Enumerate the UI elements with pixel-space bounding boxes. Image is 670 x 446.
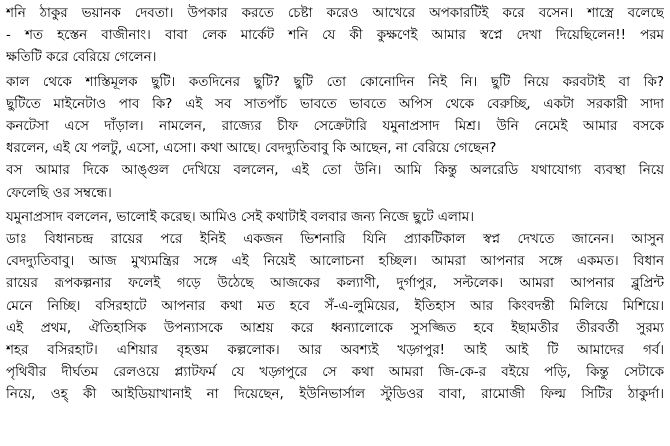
text-line: যমুনাপ্রসাদ বললেন, ভালোই করেছ। আমিও সেই কথাটাই বলবার জন্য নিজে ছুটে এলাম। bbox=[6, 209, 475, 225]
text-line: ছুটিতে মাইনেটাও পাব কি? এই সব সাতপাঁচ ভাবতে ভাবতে অপিস থেকে বেরুচ্ছি, একটা সরকারী সাদা bbox=[6, 96, 664, 112]
paragraph-5 bbox=[6, 229, 664, 407]
text-line: ক্ষতিটি করে বেরিয়ে গেলেন। bbox=[6, 50, 157, 66]
paragraph-2 bbox=[6, 72, 664, 161]
text-line: শনি ঠাকুর ভয়ানক দেবতা। উপকার করতে চেষ্টা করেও আখেরে অপকারটিই করে বসেন। শাস্ত্রে বলেছে bbox=[6, 6, 664, 21]
paragraph-1 bbox=[6, 3, 664, 70]
text-line: মেনে নিচ্ছি। বসিরহাটে আপনার কথা মত হবে সঁ-এ-লুমিয়ের, ইতিহাস আর কিংবদন্তী মিলিয়ে মিশিয়ে। bbox=[6, 298, 664, 314]
text-line: নিয়ে, ওহ্ কী আইডিয়াখানাই না দিয়েছেন, ইউনিভার্সাল স্টুডিওর বাবা, রামোজী ফিল্ম সিটির ঠাকুর্দা। bbox=[6, 387, 664, 403]
text-line: শহর বসিরহাট। এশিয়ার বৃহত্তম কল্পলোক। আর অবশ্যই খড়্গপুর! আই আই টি আমাদের গর্ব। bbox=[6, 343, 664, 359]
text-line: ফেলেছি ওর সম্বন্ধে। bbox=[6, 185, 112, 201]
paragraph-4 bbox=[6, 207, 664, 229]
paragraph-3 bbox=[6, 160, 664, 204]
text-line: ডাঃ বিধানচন্দ্র রায়ের পরে ইনিই একজন ভিশনারি যিনি প্র্যাকটিকাল স্বপ্ন দেখতে জানেন। আসুন bbox=[6, 232, 664, 248]
text-line: বেদদ্যুতিবাবু। আজ মুখ্যমন্ত্রির সঙ্গে এই নিয়েই আলোচনা হচ্ছিল। আমরা আপনার সঙ্গে একমত। বিধান bbox=[6, 254, 664, 270]
text-line: ধরলেন, এই যে পলটু, এসো, এসো। কথা আছে। বেদদ্যুতিবাবু কি আছেন, না বেরিয়ে গেছেন? bbox=[6, 141, 497, 157]
text-line: কাল থেকে শাস্তিমূলক ছুটি। কতদিনের ছুটি? ছুটি তো কোনোদিন নিই নি। ছুটি নিয়ে করবটাই বা কি? bbox=[6, 74, 664, 90]
text-line: কনটেসা এসে দাঁড়াল। নামলেন, রাজ্যের চীফ সেক্রেটারি যমুনাপ্রসাদ মিশ্র। উনি নেমেই আমার বসকে bbox=[6, 119, 664, 135]
text-line: বস আমার দিকে আঙ্গুল দেখিয়ে বললেন, এই তো উনি। আমি কিন্তু অলরেডি যথাযোগ্য ব্যবস্থা নিয়ে bbox=[6, 163, 664, 179]
text-line: এই প্রথম, ঐতিহাসিক উপন্যাসকে আশ্রয় করে ধ্বন্যালোকে সুসজ্জিত হবে ইছামতীর তীরবর্তী সুরম্য bbox=[6, 320, 664, 336]
text-line: পৃথিবীর দীর্ঘতম রেলওয়ে প্ল্যাটফর্ম যে খড়্গপুরে সে কথা আমরা জি-কে-র বইয়ে পড়ি, কিন্তু সেটাকে bbox=[6, 365, 664, 381]
text-line: - শত হস্তেন বাজীনাং। বাবা লেক মার্কেট শনি যে কী কুক্ষণেই আমার স্বপ্নে দেখা দিয়েছিলেন!! পরম bbox=[6, 28, 664, 44]
text-line: রায়ের রূপকল্পনার ফলেই গড়ে উঠেছে আজকের কল্যাণী, দুর্গাপুর, সল্টলেক। আমরা আপনার ব্লুপ্রিন্ট bbox=[6, 276, 664, 292]
